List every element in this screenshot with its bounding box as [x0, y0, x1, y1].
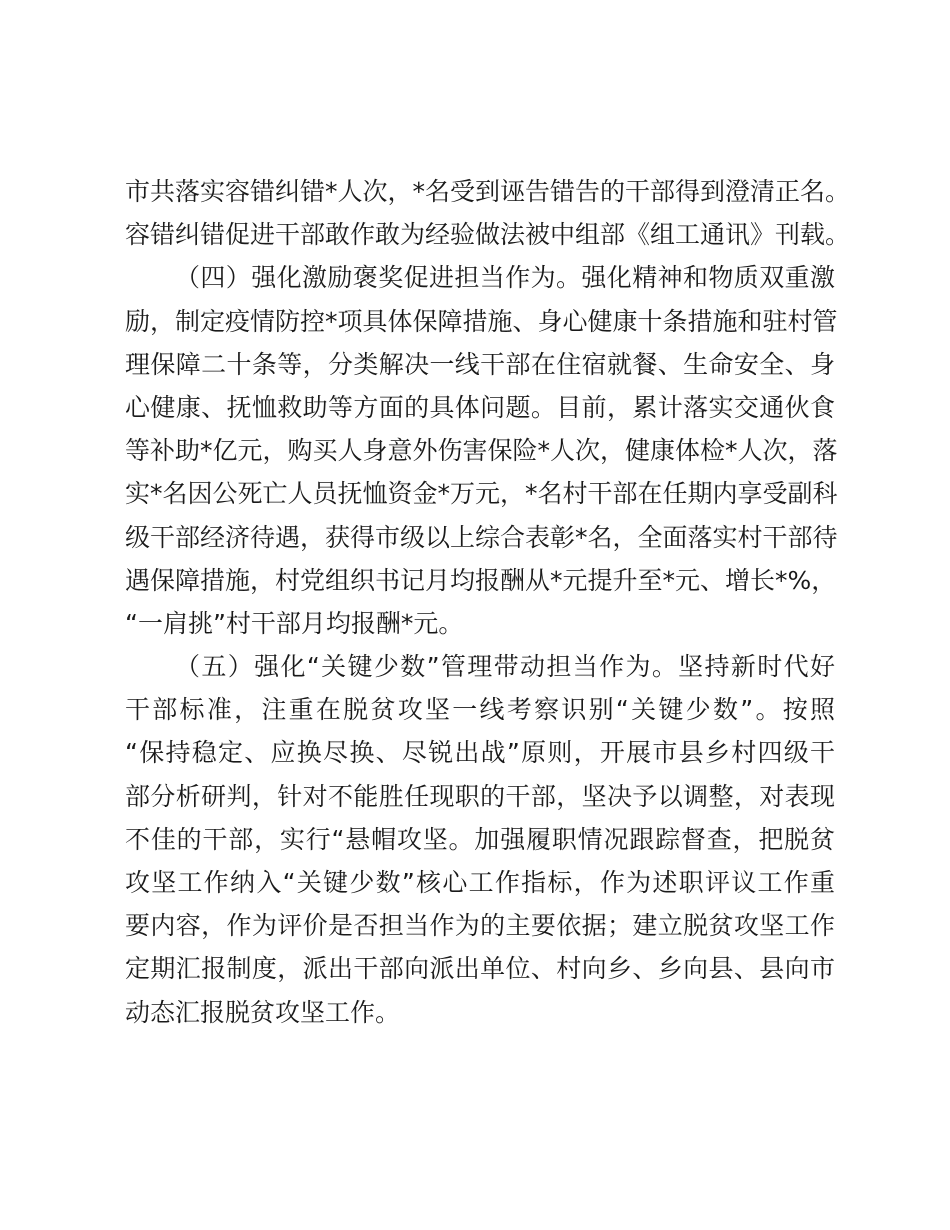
document-body [125, 170, 851, 1034]
text-line: 干部标准，注重在脱贫攻坚一线考察识别“关键少数”。按照 [125, 695, 835, 725]
text-line: 攻坚工作纳入“关键少数”核心工作指标，作为述职评议工作重 [125, 868, 835, 897]
text-line: “保持稳定、应换尽换、尽锐出战”原则，开展市县乡村四级干 [125, 738, 835, 768]
text-line: 动态汇报脱贫攻坚工作。 [125, 997, 401, 1027]
text-line: “一肩挑”村干部月均报酬*元。 [125, 608, 464, 638]
text-line: 等补助*亿元，购买人身意外伤害保险*人次，健康体检*人次，落 [125, 436, 838, 466]
text-line: 理保障二十条等，分类解决一线干部在住宿就餐、生命安全、身 [125, 349, 835, 379]
section-heading-line: （四）强化激励褒奖促进担当作为。强化精神和物质双重激 [175, 263, 835, 293]
text-line: 心健康、抚恤救助等方面的具体问题。目前，累计落实交通伙食 [125, 392, 835, 422]
text-line: 要内容，作为评价是否担当作为的主要依据；建立脱贫攻坚工作 [125, 911, 835, 941]
text-line: 市共落实容错纠错*人次，*名受到诬告错告的干部得到澄清正名。 [125, 177, 851, 206]
text-line: 级干部经济待遇，获得市级以上综合表彰*名，全面落实村干部待 [125, 522, 838, 552]
section-heading-line: （五）强化“关键少数”管理带动担当作为。坚持新时代好 [175, 652, 835, 682]
text-line: 容错纠错促进干部敢作敢为经验做法被中组部《组工通讯》刊载。 [125, 220, 851, 250]
text-line: 遇保障措施，村党组织书记月均报酬从*元提升至*元、增长*%， [125, 565, 837, 595]
text-line: 励，制定疫情防控*项具体保障措施、身心健康十条措施和驻村管 [125, 306, 838, 336]
text-line: 不佳的干部，实行“悬帽攻坚。加强履职情况跟踪督查，把脱贫 [125, 824, 835, 854]
text-line: 实*名因公死亡人员抚恤资金*万元，*名村干部在任期内享受副科 [125, 479, 838, 509]
text-line: 定期汇报制度，派出干部向派出单位、村向乡、乡向县、县向市 [125, 954, 835, 984]
text-line: 部分析研判，针对不能胜任现职的干部，坚决予以调整，对表现 [125, 781, 835, 811]
